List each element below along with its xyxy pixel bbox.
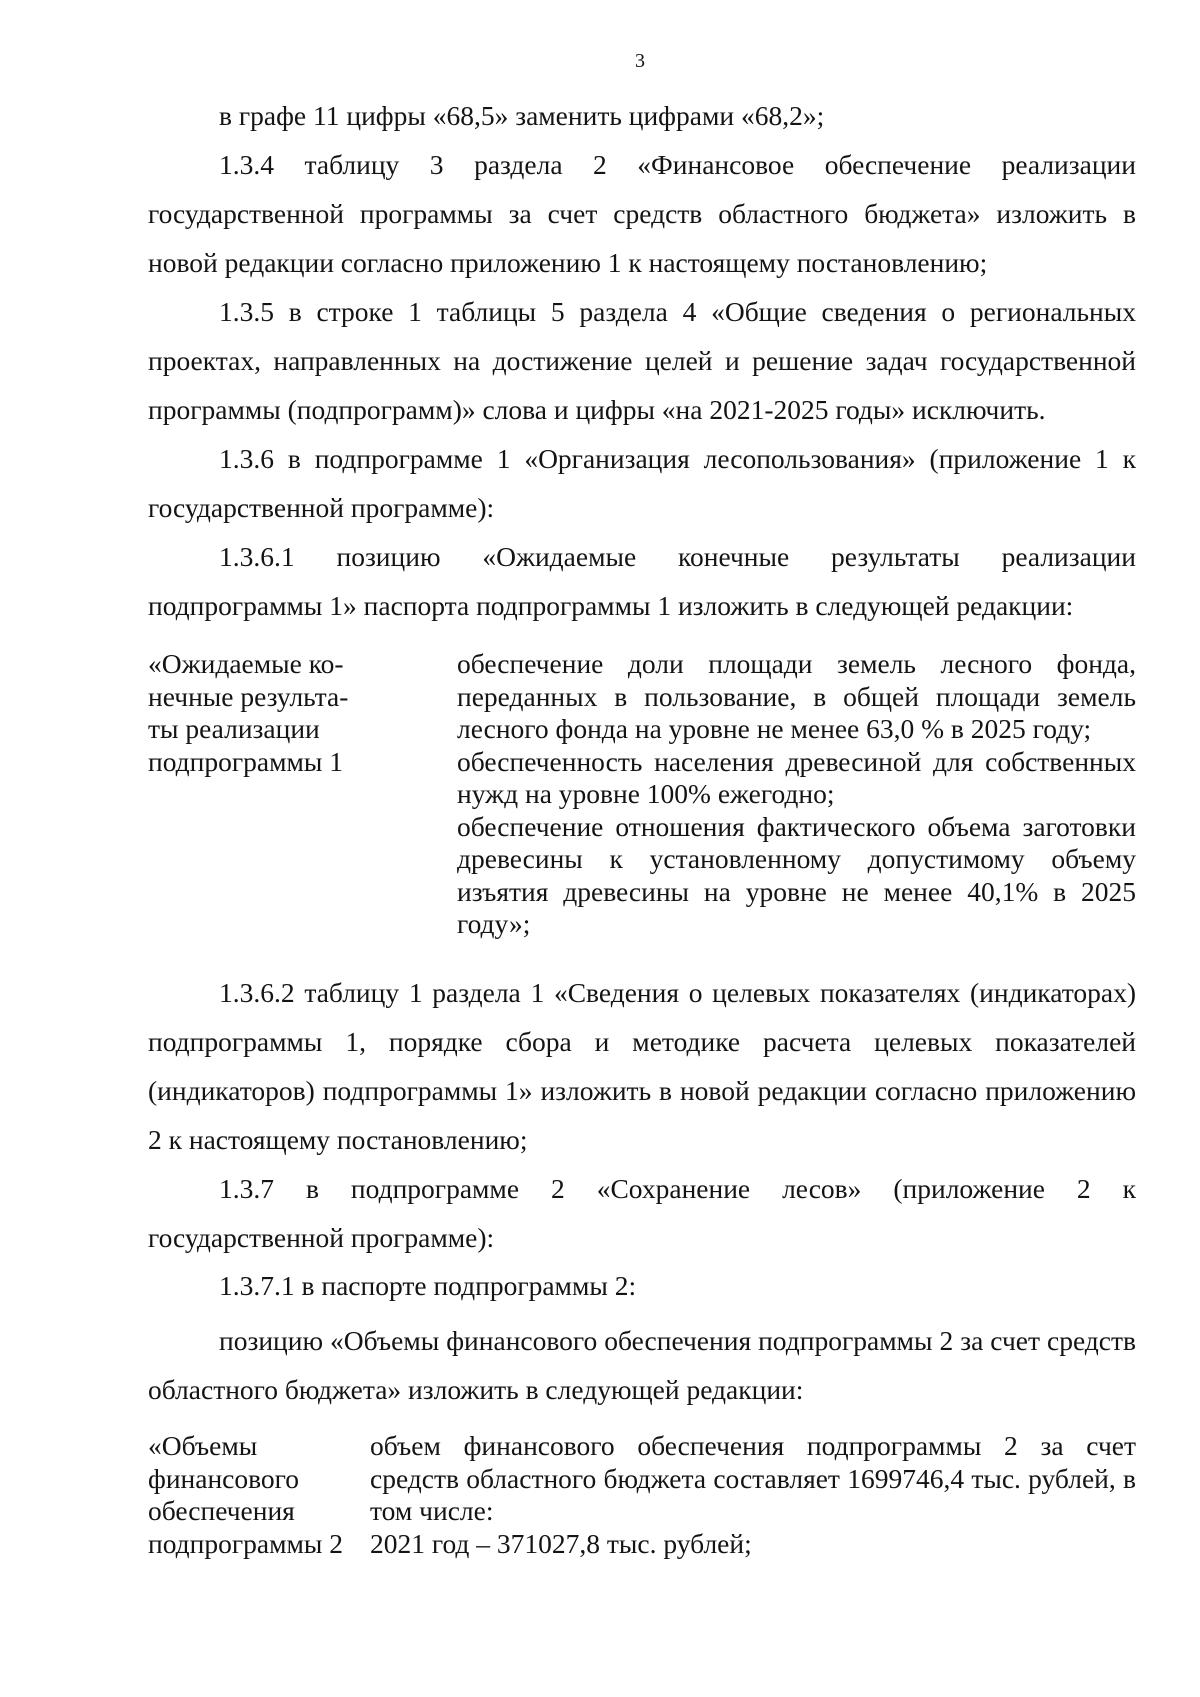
paragraph-1-3-4 [148,140,1136,287]
paragraph-1-3-6 [148,434,1136,532]
paragraph-1-3-7-1 [148,1261,1136,1310]
paragraph-1-3-7 [148,1164,1136,1262]
expected-result-item: обеспеченность населения древесиной для собственных нужд на уровне 100% ежегодно; [457,745,1136,809]
financing-volume-description [370,1430,1136,1560]
financing-volume-term: «Объемы финансового обеспечения подпрограммы 2 [148,1430,344,1559]
expected-results-description [457,648,1136,941]
paragraph-graph-11 [148,91,1136,140]
page-number: 3 [635,50,645,72]
expected-result-item: обеспечение доли площади земель лесного фонда, переданных в пользование, в общей площади земель лесного фонда на уровне не менее 63,0 % в 2025 году; [457,648,1136,744]
expected-results-block [148,648,1136,948]
expected-results-term: «Ожидаемые ко- нечные результа- ты реализации подпрограммы 1 [148,648,349,777]
financing-volume-item: 2021 год – 371027,8 тыс. рублей; [370,1527,752,1559]
paragraph-text: 1.3.6.2 таблицу 1 раздела 1 «Сведения о целевых показателях (индикаторах) подпрограммы 1, порядке сбора и методике расчета целевых показателей (индикаторов) подпрограммы 1» изложить в новой редакции согласно приложению 2 к настоящему постановлению; [148,977,1136,1155]
paragraph-text: 1.3.4 таблицу 3 раздела 2 «Финансовое обеспечение реализации государственной программы за счет средств областного бюджета» изложить в новой редакции согласно приложению 1 к настоящему постановлению; [148,149,1136,278]
paragraph-1-3-6-2 [148,968,1136,1164]
paragraph-text: 1.3.5 в строке 1 таблицы 5 раздела 4 «Общие сведения о региональных проектах, направленных на достижение целей и решение задач государственной программы (подпрограмм)» слова и цифры «на 2021-2025 годы» исключить. [148,296,1136,425]
paragraph-1-3-6-1 [148,532,1136,630]
paragraph-text: 1.3.7.1 в паспорте подпрограммы 2: [219,1270,637,1301]
financing-volume-block [148,1430,1136,1570]
expected-result-item: обеспечение отношения фактического объема заготовки древесины к установленному допустимому объему изъятия древесины на уровне не менее 40,1% в 2025 году»; [457,810,1136,939]
paragraph-text: 1.3.6.1 позицию «Ожидаемые конечные результаты реализации подпрограммы 1» паспорта подпрограммы 1 изложить в следующей редакции: [148,541,1136,621]
paragraph-text: позицию «Объемы финансового обеспечения подпрограммы 2 за счет средств областного бюджета» изложить в следующей редакции: [148,1325,1136,1405]
paragraph-financing-position [148,1316,1136,1414]
paragraph-text: 1.3.6 в подпрограмме 1 «Организация лесопользования» (приложение 1 к государственной программе): [148,443,1136,523]
paragraph-1-3-5 [148,287,1136,434]
paragraph-text: в графе 11 цифры «68,5» заменить цифрами «68,2»; [219,100,825,131]
paragraph-text: 1.3.7 в подпрограмме 2 «Сохранение лесов» (приложение 2 к государственной программе): [148,1173,1136,1253]
financing-volume-item: объем финансового обеспечения подпрограммы 2 за счет средств областного бюджета составляет 1699746,4 тыс. рублей, в том числе: [370,1430,1136,1526]
